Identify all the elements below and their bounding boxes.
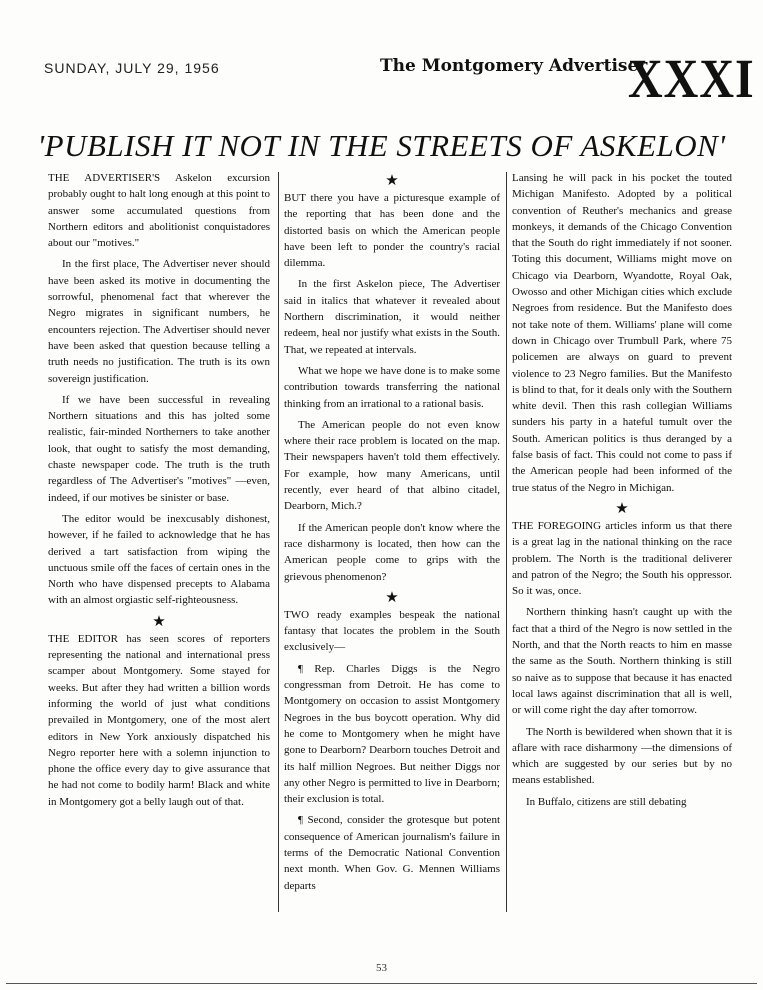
paragraph: The American people do not even know where their race problem is located on the map. Their newspapers haven't told them effectively. For example, how many Americans, until recently, ever heard of that albino citadel, Dearborn, Mich.? <box>284 418 500 513</box>
paragraph: THE FOREGOING articles inform us that there is a great lag in the national thinking on the race problem. The North is the traditional deliverer and patron of the Negro; the South his oppressor. So it was, once. <box>512 519 732 598</box>
page-date: SUNDAY, JULY 29, 1956 <box>44 60 220 76</box>
star-divider-icon: ★ <box>615 500 629 517</box>
paragraph: In the first Askelon piece, The Advertiser said in italics that whatever it revealed about Northern discrimination, it would neither redeem, heal nor justify what exists in the South. That, we repeated at intervals. <box>284 278 500 356</box>
paragraph: THE ADVERTISER'S Askelon excursion probably ought to halt long enough at this point to answer some accumulated questions from Northern editors and abolitionist conquistadores about our "motives." <box>48 172 270 250</box>
masthead-logo: The Montgomery Advertiser <box>380 56 648 76</box>
page-number: 53 <box>376 962 387 974</box>
paragraph: What we hope we have done is to make some contribution towards transferring the national thinking from an irrational to a rational basis. <box>284 364 500 410</box>
column-1 <box>48 170 270 920</box>
paragraph: If we have been successful in revealing Northern situations and this has jolted some realistic, fair-minded Northerners to take another look, that ought to satisfy the most demanding, chaste newspaper code. The truth is the truth regardless of The Advertiser's "motives" —even, indeed, if our motives be sinister or base. <box>48 393 270 504</box>
paragraph: The North is bewildered when shown that it is aflare with race disharmony —the dimensions of which are suggested by our series but by no means established. <box>512 725 732 787</box>
paragraph: ¶ Rep. Charles Diggs is the Negro congressman from Detroit. He has come to Montgomery on occasion to assist Montgomery Negroes in the bus boycott operation. Why did he come to Montgomery when he might have gone to Dearborn? Dearborn touches Detroit and its half million Negroes. But neither Diggs nor any other Negro is permitted to live in Dearborn; their exclusion is total. <box>284 662 500 806</box>
paragraph: Lansing he will pack in his pocket the touted Michigan Manifesto. Adopted by a political convention of Reuther's mechanics and grease monkeys, it demands of the Chicago Convention that the South do right immediately if not sooner. Toting this document, Williams might move on Chicago via Dearborn, Wyandotte, Royal Oak, Owosso and other Michigan cities which exclude Negroes from residence. But the Manifesto does not take note of them. Williams' plane will come down in Chicago over Trumbull Park, where 75 policemen are always on guard to prevent violence to 23 Negro families. But the Manifesto is blind to that, for it deals only with the Southern white devil. Then this rash collegian Williams sunders his party in a hateful tumult over the South. American politics is thus deranged by a false basis of fact. This could not come to pass if the American people had been informed of the true status of the Negro in Michigan. <box>512 172 732 494</box>
paragraph: BUT there you have a picturesque example of the reporting that has been done and the distorted basis on which the American people have been left to ponder the country's racial dilemma. <box>284 192 500 270</box>
paragraph: THE EDITOR has seen scores of reporters representing the national and international press scamper about Montgomery. Some stayed for weeks. But after they had written a billion words informing the world of just what conditions prevailed in Montgomery, one of the most alert editors in New York anxiously dispatched his Negro reporter here with a solemn injunction to phone the office every day to give assurance that he had not come to bodily harm! Black and white in Montgomery got a belly laugh out of that. <box>48 632 270 808</box>
paragraph: In the first place, The Advertiser never should have been asked its motive in documenting the sorrowful, phenomenal fact that wherever the Negro migrates in significant numbers, he encounters rejection. The Advertiser should never have been asked that question because telling a truth needs no justification. The truth is its own sovereign justification. <box>48 258 270 385</box>
section-number: XXXI <box>628 48 755 110</box>
paragraph: If the American people don't know where the race disharmony is located, then how can the American people come to grips with the grievous phenomenon? <box>284 521 500 583</box>
paragraph: TWO ready examples bespeak the national fantasy that locates the problem in the South exclusively— <box>284 608 500 654</box>
star-divider-icon: ★ <box>152 613 166 630</box>
star-divider-icon: ★ <box>385 173 399 189</box>
column-3 <box>512 170 732 920</box>
article-title: 'PUBLISH IT NOT IN THE STREETS OF ASKELON' <box>37 128 726 163</box>
bottom-divider <box>6 983 757 984</box>
column-rule <box>506 172 507 912</box>
column-rule <box>278 172 279 912</box>
column-2 <box>284 170 500 920</box>
paragraph: ¶ Second, consider the grotesque but potent consequence of American journalism's failure in terms of the Democratic National Convention next month. When Gov. G. Mennen Williams departs <box>284 814 500 892</box>
paragraph: Northern thinking hasn't caught up with the fact that a third of the Negro is now settled in the North, and that the North reacts to him en masse the same as the South. Northern thinking is still so naive as to suppose that because it has enacted local laws against discrimination that all is well, or will come right the day after tomorrow. <box>512 606 732 717</box>
paragraph: In Buffalo, citizens are still debating <box>526 795 687 808</box>
star-divider-icon: ★ <box>385 589 399 606</box>
paragraph: The editor would be inexcusably dishonest, however, if he failed to acknowledge that he has derived a tart satisfaction from wiping the unctuous smile off the faces of certain ones in the North who have dispensed precepts to Alabama with an almost orgiastic self-righteousness. <box>48 512 270 607</box>
